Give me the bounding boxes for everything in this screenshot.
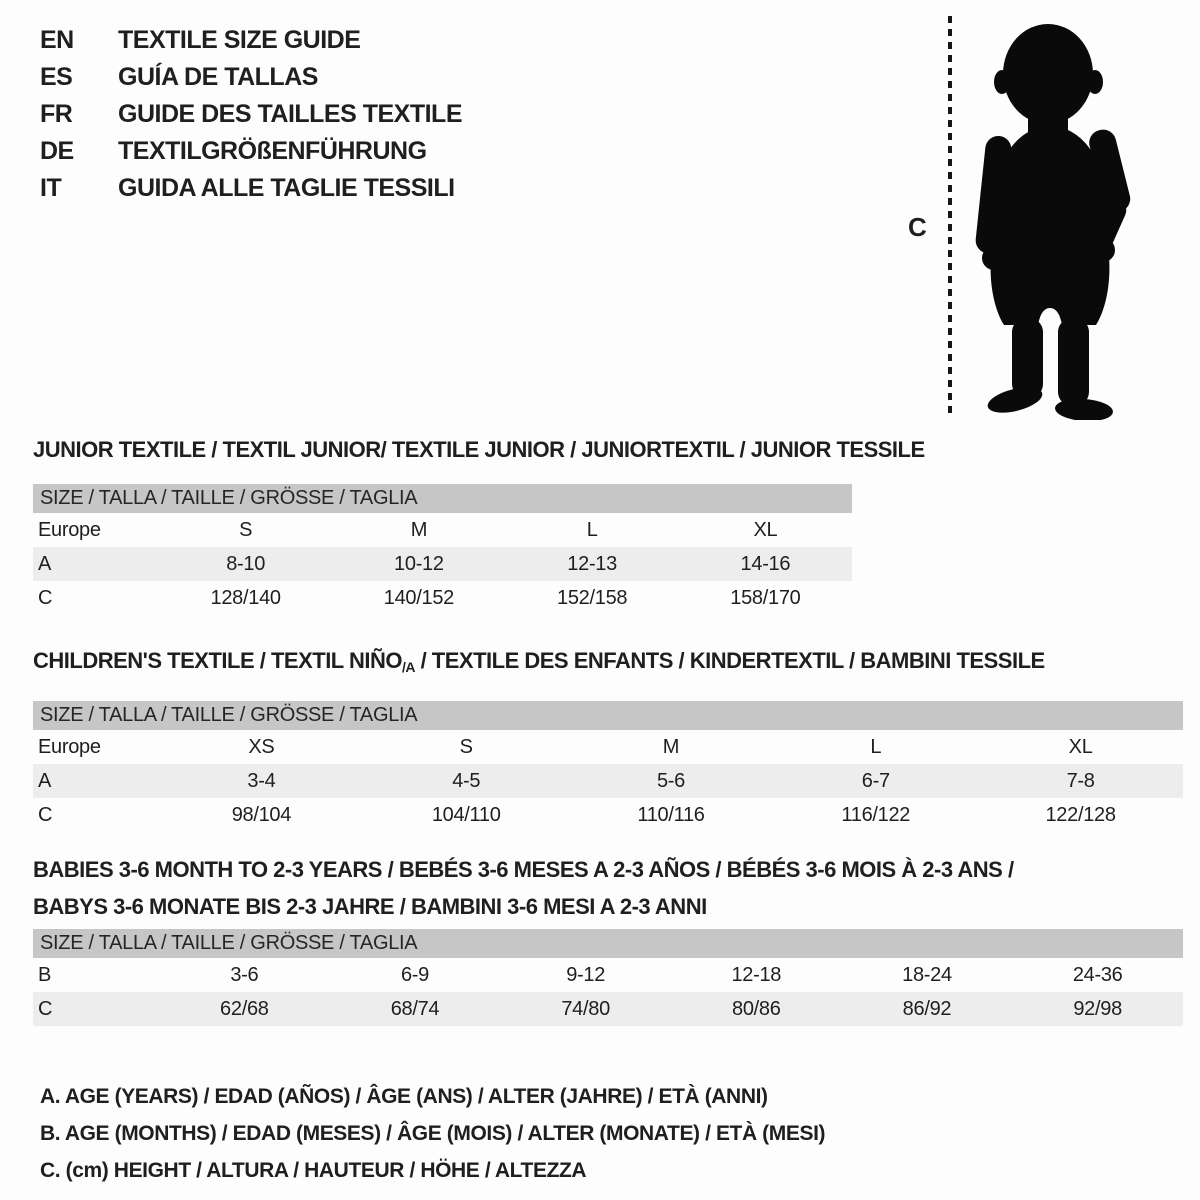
- junior-section: [33, 437, 925, 615]
- babies-section-title: [33, 851, 1183, 925]
- height-measure-dashed-line: [948, 16, 952, 416]
- size-header-bar: SIZE / TALLA / TAILLE / GRÖSSE / TAGLIA: [33, 929, 1183, 958]
- size-value: 104/110: [431, 803, 501, 826]
- size-value: 86/92: [842, 992, 1013, 1026]
- row-label: C: [38, 586, 53, 609]
- size-value: 122/128: [1045, 803, 1116, 826]
- size-value: M: [410, 518, 428, 541]
- language-code: DE: [40, 137, 74, 165]
- children-section-title: [33, 648, 1183, 680]
- language-title: GUÍA DE TALLAS: [118, 63, 318, 91]
- size-value: L: [586, 518, 598, 541]
- size-value: 14-16: [679, 547, 852, 581]
- language-row: [40, 170, 462, 207]
- size-value: 9-12: [566, 963, 606, 986]
- size-value: 158/170: [730, 586, 801, 609]
- size-value: 92/98: [1012, 992, 1183, 1026]
- size-value: 3-4: [159, 764, 364, 798]
- size-value: 3-6: [230, 963, 259, 986]
- size-value: 62/68: [159, 992, 330, 1026]
- size-value: 6-7: [773, 764, 978, 798]
- size-value: 98/104: [231, 803, 292, 826]
- language-title: GUIDE DES TAILLES TEXTILE: [118, 100, 463, 128]
- size-value: 10-12: [332, 547, 505, 581]
- language-title: TEXTILE SIZE GUIDE: [118, 26, 361, 54]
- row-label: A: [33, 764, 159, 798]
- size-value: 4-5: [364, 764, 569, 798]
- legend-line-c: C. (cm) HEIGHT / ALTURA / HAUTEUR / HÖHE / ALTEZZA: [40, 1159, 587, 1182]
- language-code: EN: [40, 26, 74, 54]
- size-header-bar: SIZE / TALLA / TAILLE / GRÖSSE / TAGLIA: [33, 484, 852, 513]
- size-value: 80/86: [671, 992, 842, 1026]
- size-value: M: [662, 735, 680, 758]
- children-section: [33, 648, 1183, 832]
- measure-legend: [40, 1078, 825, 1189]
- size-value: 128/140: [210, 586, 281, 609]
- children-title-text: CHILDREN'S TEXTILE / TEXTIL NIÑO: [33, 648, 402, 673]
- babies-section: [33, 851, 1183, 1026]
- row-label: Europe: [38, 518, 101, 541]
- row-label: Europe: [38, 735, 101, 758]
- size-value: 74/80: [500, 992, 671, 1026]
- language-row: [40, 133, 462, 170]
- row-label: C: [38, 803, 53, 826]
- size-value: 116/122: [841, 803, 911, 826]
- size-value: 5-6: [569, 764, 774, 798]
- babies-title-line1: BABIES 3-6 MONTH TO 2-3 YEARS / BEBÉS 3-6 MESES A 2-3 AÑOS / BÉBÉS 3-6 MOIS À 2-3 ANS /: [33, 857, 1014, 882]
- children-size-table: [33, 701, 1183, 832]
- size-value: 140/152: [383, 586, 454, 609]
- language-header: [40, 22, 462, 207]
- size-value: 18-24: [902, 963, 952, 986]
- size-value: S: [239, 518, 253, 541]
- size-value: XL: [1068, 735, 1093, 758]
- junior-section-title: JUNIOR TEXTILE / TEXTIL JUNIOR/ TEXTILE JUNIOR / JUNIORTEXTIL / JUNIOR TESSILE: [33, 437, 925, 462]
- size-value: 12-18: [731, 963, 782, 986]
- language-code: IT: [40, 174, 62, 202]
- size-value: 12-13: [506, 547, 679, 581]
- size-value: S: [459, 735, 473, 758]
- toddler-silhouette-icon: [960, 20, 1140, 420]
- language-code: ES: [40, 63, 73, 91]
- size-value: 68/74: [330, 992, 501, 1026]
- row-label: B: [38, 963, 52, 986]
- legend-line-a: A. AGE (YEARS) / EDAD (AÑOS) / ÂGE (ANS) / ALTER (JAHRE) / ETÀ (ANNI): [40, 1085, 768, 1108]
- language-title: GUIDA ALLE TAGLIE TESSILI: [118, 174, 455, 202]
- legend-line-b: B. AGE (MONTHS) / EDAD (MESES) / ÂGE (MOIS) / ALTER (MONATE) / ETÀ (MESI): [40, 1122, 826, 1145]
- language-title: TEXTILGRÖßENFÜHRUNG: [118, 137, 427, 165]
- language-code: FR: [40, 100, 73, 128]
- size-value: XL: [753, 518, 778, 541]
- height-measure-label: C: [908, 212, 927, 242]
- size-value: 110/116: [637, 803, 705, 826]
- language-row: [40, 59, 462, 96]
- babies-title-line2: BABYS 3-6 MONATE BIS 2-3 JAHRE / BAMBINI 3-6 MESI A 2-3 ANNI: [33, 894, 707, 919]
- size-value: L: [870, 735, 882, 758]
- size-value: 24-36: [1072, 963, 1123, 986]
- row-label: C: [33, 992, 159, 1026]
- babies-size-table: [33, 929, 1183, 1026]
- children-title-text: / TEXTILE DES ENFANTS / KINDERTEXTIL / BAMBINI TESSILE: [414, 648, 1045, 673]
- children-title-subscript: /A: [401, 659, 415, 675]
- size-value: 6-9: [400, 963, 429, 986]
- row-label: A: [33, 547, 159, 581]
- language-row: [40, 96, 462, 133]
- language-row: [40, 22, 462, 59]
- size-value: 8-10: [159, 547, 332, 581]
- size-value: 7-8: [978, 764, 1183, 798]
- size-value: 152/158: [557, 586, 628, 609]
- junior-size-table: [33, 484, 852, 615]
- size-value: XS: [248, 735, 275, 758]
- size-header-bar: SIZE / TALLA / TAILLE / GRÖSSE / TAGLIA: [33, 701, 1183, 730]
